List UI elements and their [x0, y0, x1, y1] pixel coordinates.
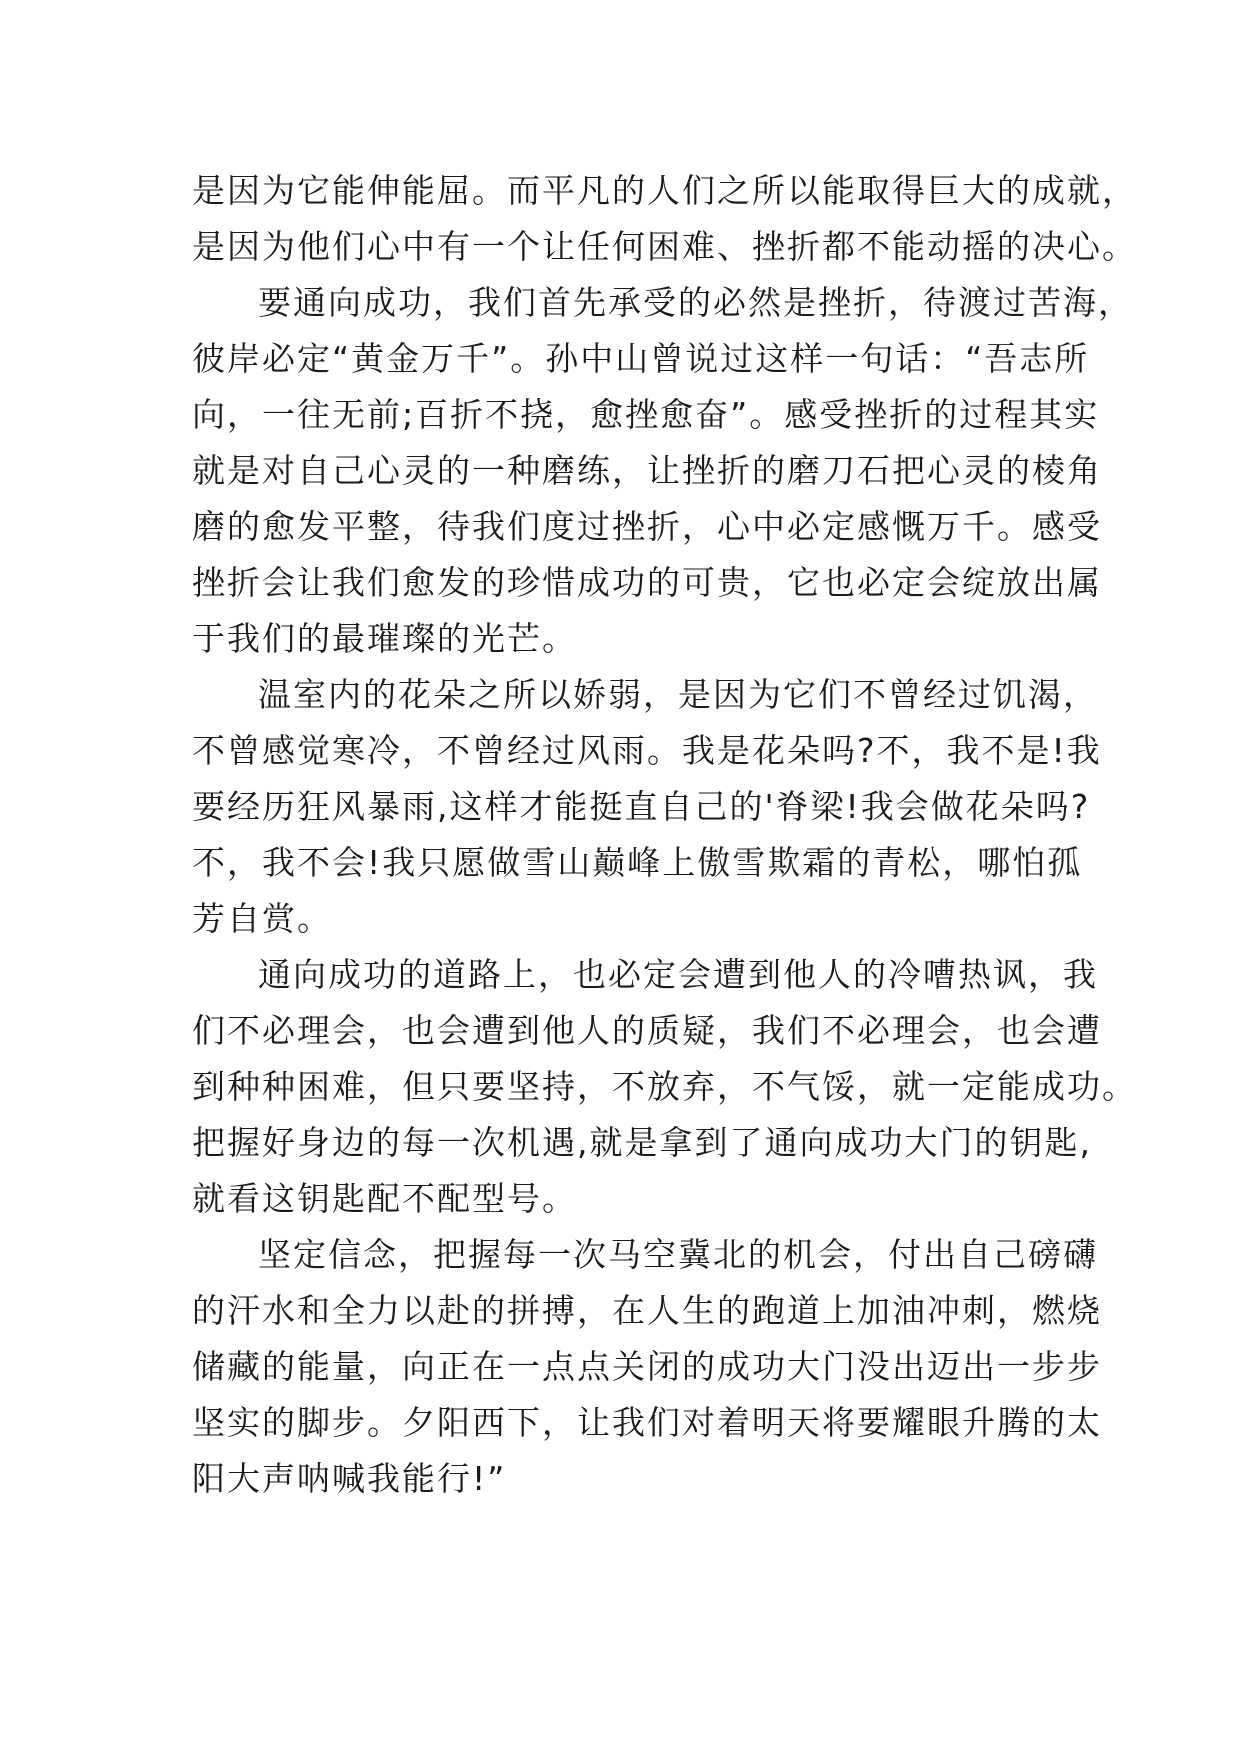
- text-line: 是因为他们心中有一个让任何困难、挫折都不能动摇的决心。: [192, 227, 1137, 266]
- text-line: 向，一往无前;百折不挠，愈挫愈奋”。感受挫折的过程其实: [192, 395, 1100, 434]
- text-line: 就看这钥匙配不配型号。: [192, 1179, 577, 1218]
- text-line: 不，我不会!我只愿做雪山巅峰上傲雪欺霜的青松，哪怕孤: [192, 843, 1083, 882]
- text-line: 芳自赏。: [192, 899, 332, 938]
- text-line: 磨的愈发平整，待我们度过挫折，心中必定感慨万千。感受: [192, 507, 1102, 546]
- text-line: 阳大声呐喊我能行!”: [192, 1459, 507, 1498]
- text-line: 挫折会让我们愈发的珍惜成功的可贵，它也必定会绽放出属: [192, 563, 1102, 602]
- paragraph-first-line: 通向成功的道路上，也必定会遭到他人的冷嘈热讽，我: [258, 955, 1098, 994]
- text-line: 的汗水和全力以赴的拼搏，在人生的跑道上加油冲刺，燃烧: [192, 1291, 1102, 1330]
- text-line: 储藏的能量，向正在一点点关闭的成功大门没出迈出一步步: [192, 1347, 1102, 1386]
- paragraph-first-line: 温室内的花朵之所以娇弱，是因为它们不曾经过饥渴，: [258, 675, 1098, 714]
- text-line: 到种种困难，但只要坚持，不放弃，不气馁，就一定能成功。: [192, 1067, 1137, 1106]
- text-line: 彼岸必定“黄金万千”。孙中山曾说过这样一句话：“吾志所: [192, 339, 1090, 378]
- text-line: 坚实的脚步。夕阳西下，让我们对着明天将要耀眼升腾的太: [192, 1403, 1102, 1442]
- text-line: 于我们的最璀璨的光芒。: [192, 619, 577, 658]
- text-line: 是因为它能伸能屈。而平凡的人们之所以能取得巨大的成就，: [192, 171, 1137, 210]
- text-line: 不曾感觉寒冷，不曾经过风雨。我是花朵吗?不，我不是!我: [192, 731, 1102, 770]
- paragraph-first-line: 要通向成功，我们首先承受的必然是挫折，待渡过苦海，: [258, 283, 1133, 322]
- text-line: 们不必理会，也会遭到他人的质疑，我们不必理会，也会遭: [192, 1011, 1102, 1050]
- document-body: [192, 163, 1137, 1507]
- text-line: 要经历狂风暴雨,这样才能挺直自己的'脊梁!我会做花朵吗?: [192, 787, 1091, 826]
- text-line: 把握好身边的每一次机遇,就是拿到了通向成功大门的钥匙,: [192, 1123, 1092, 1162]
- paragraph-first-line: 坚定信念，把握每一次马空冀北的机会，付出自己磅礴: [258, 1235, 1098, 1274]
- text-line: 就是对自己心灵的一种磨练，让挫折的磨刀石把心灵的棱角: [192, 451, 1102, 490]
